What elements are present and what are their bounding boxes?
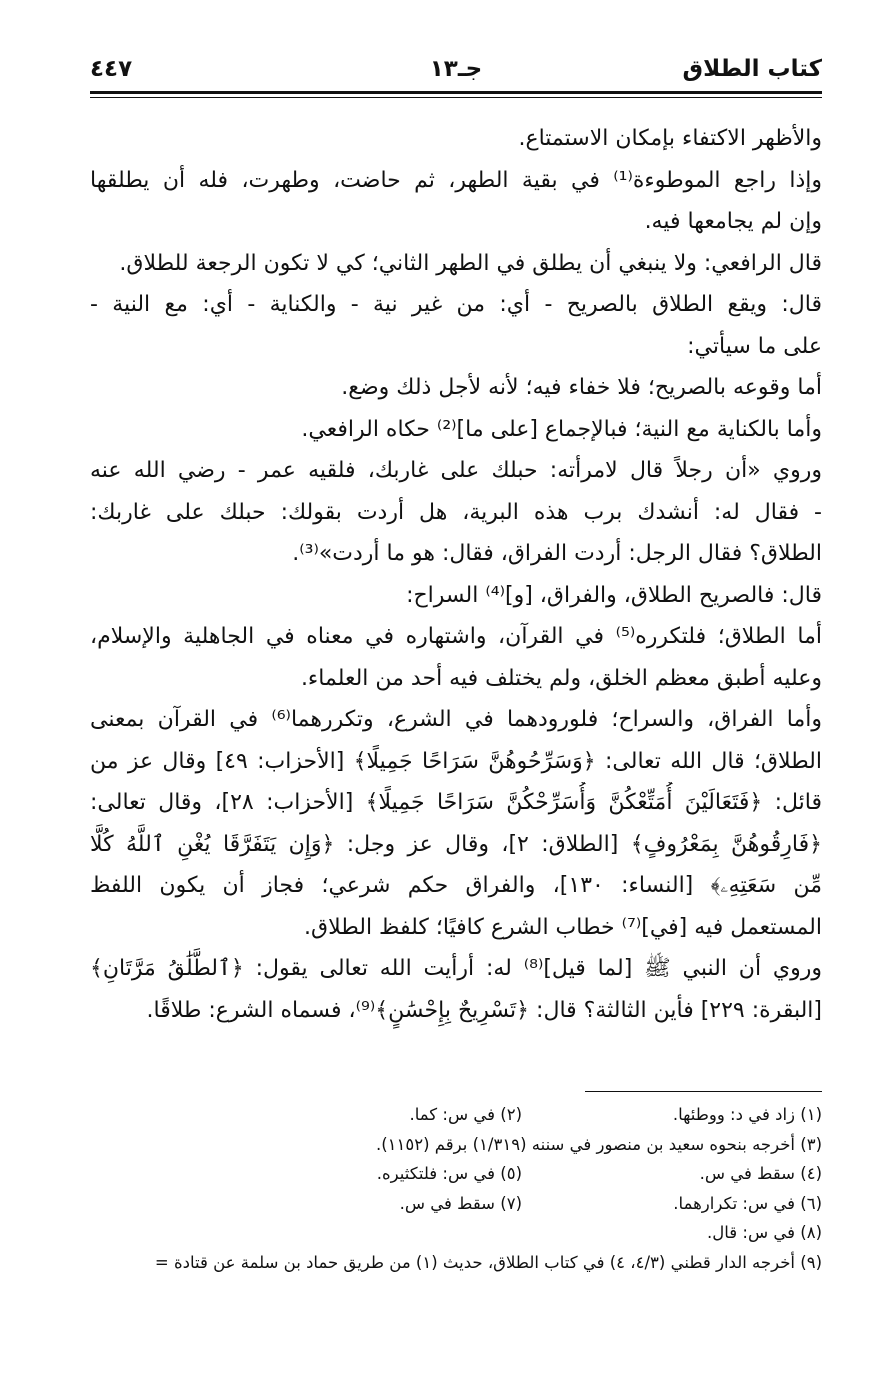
chapter-title: كتاب الطلاق	[682, 56, 822, 82]
footnote: (٢) في س: كما.	[409, 1105, 522, 1124]
text-line: على ما سيأتي:	[687, 333, 822, 359]
footnote: (١) زاد في د: ووطئها.	[672, 1105, 822, 1124]
footnote-row	[80, 1130, 822, 1160]
text-line: ﴿فَارِقُوهُنَّ بِمَعْرُوفٍ﴾ [الطلاق: ٢]، وقال عز وجل: ﴿وَإِن يَتَفَرَّقَا يُغْنِ ٱللَّهُ كُلًّا	[90, 831, 822, 857]
footnote-row	[80, 1159, 822, 1189]
footnote-row	[80, 1218, 822, 1248]
text-line: قال: ويقع الطلاق بالصريح - أي: من غير نية - والكناية - أي: مع النية -	[90, 292, 822, 317]
header-rule-thick	[90, 91, 822, 94]
text-line: قال: فالصريح الطلاق، والفراق، [و]⁽⁴⁾ السراح:	[406, 582, 822, 608]
footnote: (٤) سقط في س.	[699, 1164, 822, 1183]
text-line: أما وقوعه بالصريح؛ فلا خفاء فيه؛ لأنه لأجل ذلك وضع.	[341, 375, 822, 400]
text-line: وإذا راجع الموطوءة⁽¹⁾ في بقية الطهر، ثم حاضت، وطهرت، فله أن يطلقها	[90, 167, 822, 193]
footnote-separator	[585, 1091, 822, 1092]
text-line: وروي «أن رجلاً قال لامرأته: حبلك على غاربك، فلقيه عمر - رضي الله عنه	[90, 458, 822, 483]
text-line: - فقال له: أنشدك برب هذه البرية، هل أردت بقولك: حبلك على غاربك:	[90, 499, 822, 525]
footnote: (٨) في س: قال.	[707, 1223, 822, 1242]
text-line: وأما الفراق، والسراح؛ فلورودهما في الشرع، وتكررهما⁽⁶⁾ في القرآن بمعنى	[90, 707, 822, 732]
page-number: ٤٤٧	[90, 56, 133, 82]
volume-label: جـ١٣	[429, 56, 483, 82]
footnote-row	[80, 1100, 822, 1130]
text-line: المستعمل فيه [في]⁽⁷⁾ خطاب الشرع كافيًا؛ كلفظ الطلاق.	[304, 914, 822, 940]
text-line: مِّن سَعَتِهِۦ﴾ [النساء: ١٣٠]، والفراق حكم شرعي؛ فجاز أن يكون اللفظ	[90, 873, 822, 898]
header-rule-thin	[90, 97, 822, 98]
text-line: قال الرافعي: ولا ينبغي أن يطلق في الطهر الثاني؛ كي لا تكون الرجعة للطلاق.	[119, 250, 822, 276]
text-line: الطلاق؛ قال الله تعالى: ﴿وَسَرِّحُوهُنَّ سَرَاحًا جَمِيلًا﴾ [الأحزاب: ٤٩] وقال عز من	[90, 748, 822, 774]
text-line: وأما بالكناية مع النية؛ فبالإجماع [على ما]⁽²⁾ حكاه الرافعي.	[301, 416, 822, 442]
text-line: الطلاق؟ فقال الرجل: أردت الفراق، فقال: هو ما أردت»⁽³⁾.	[292, 541, 822, 566]
text-line: أما الطلاق؛ فلتكرره⁽⁵⁾ في القرآن، واشتهاره في معناه في الجاهلية والإسلام،	[90, 624, 822, 649]
footnote: (٣) أخرجه بنحوه سعيد بن منصور في سننه (١/٣١٩) برقم (١١٥٢).	[375, 1134, 822, 1154]
text-line: قائل: ﴿فَتَعَالَيْنَ أُمَتِّعْكُنَّ وَأُسَرِّحْكُنَّ سَرَاحًا جَمِيلًا﴾ [الأحزاب: ٢٨]، وقال تعالى:	[90, 790, 822, 815]
footnote: (٥) في س: فلتكثيره.	[376, 1164, 522, 1183]
text-line: وعليه أطبق معظم الخلق، ولم يختلف فيه أحد من العلماء.	[300, 665, 822, 691]
text-line: وإن لم يجامعها فيه.	[644, 209, 822, 234]
text-line: [البقرة: ٢٢٩] فأين الثالثة؟ قال: ﴿تَسْرِيحٌ بِإِحْسَٰنٍ﴾⁽⁹⁾، فسماه الشرع: طلاقًا.	[146, 997, 822, 1023]
footnote: (٧) سقط في س.	[399, 1193, 522, 1213]
text-line: والأظهر الاكتفاء بإمكان الاستمتاع.	[518, 126, 822, 151]
footnotes	[80, 1100, 822, 1277]
footnote: (٩) أخرجه الدار قطني (٤/٣، ٤) في كتاب الطلاق، حديث (١) من طريق حماد بن سلمة عن قتادة =	[154, 1252, 822, 1272]
footnote: (٦) في س: تكرارهما.	[673, 1193, 822, 1213]
footnote-row	[80, 1189, 822, 1219]
main-text	[90, 118, 822, 1031]
text-line: وروي أن النبي ﷺ [لما قيل]⁽⁸⁾ له: أرأيت الله تعالى يقول: ﴿ٱلطَّلَٰقُ مَرَّتَانِ﴾	[90, 956, 822, 981]
footnote-row	[80, 1248, 822, 1278]
